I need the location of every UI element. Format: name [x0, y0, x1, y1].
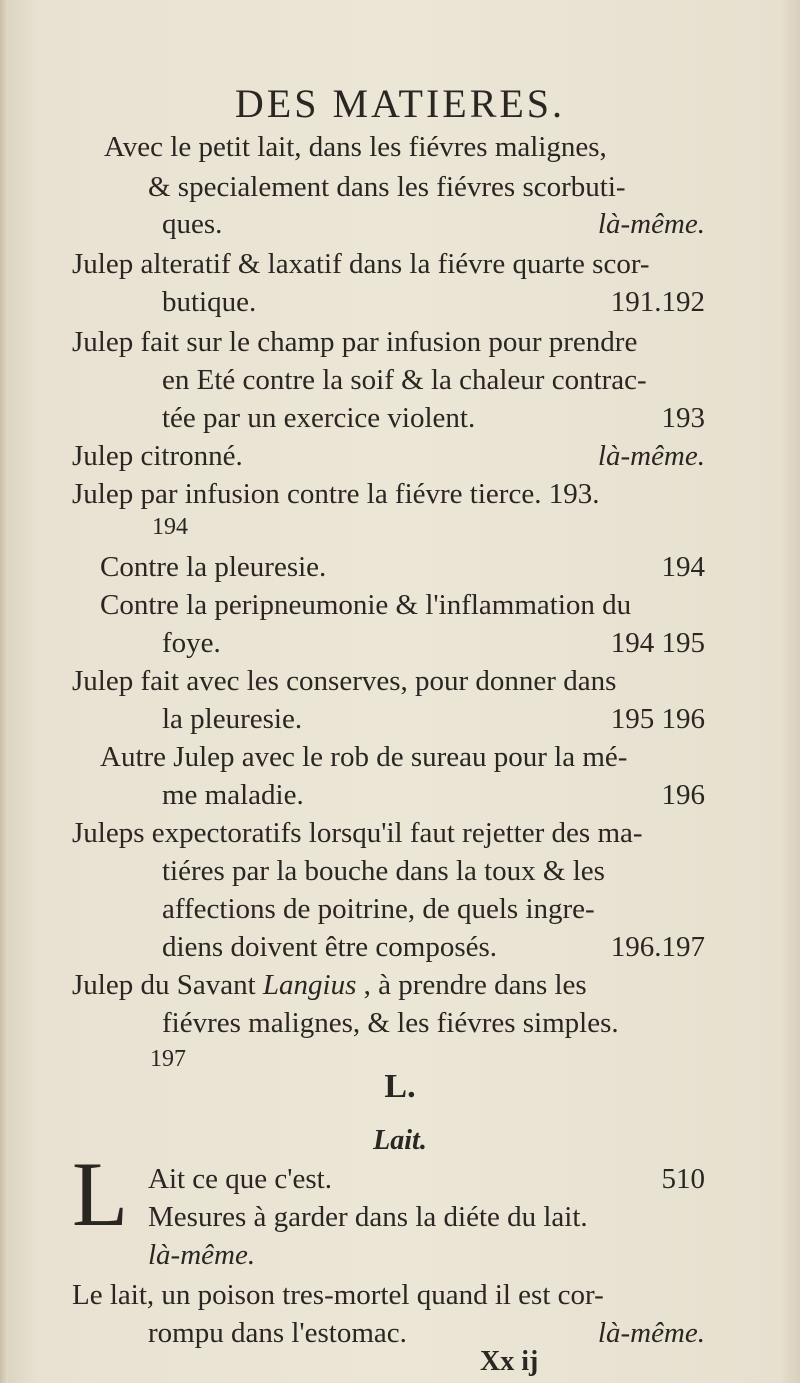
entry-line: Juleps expectoratifs lorsqu'il faut rejetter des ma- [72, 817, 643, 849]
entry-line: ques. [162, 208, 223, 240]
entry-line: Contre la pleuresie. [100, 551, 327, 583]
entry-line: diens doivent être composés. [162, 931, 498, 963]
entry-line: Julep citronné. [72, 440, 243, 472]
entry-line: fiévres malignes, & les fiévres simples. [162, 1007, 619, 1039]
entry-line: affections de poitrine, de quels ingre- [162, 893, 595, 925]
page-reference: là-même. [597, 208, 705, 240]
page-reference: là-même. [597, 1317, 705, 1349]
entry-line: Julep alteratif & laxatif dans la fiévre quarte scor- [72, 248, 650, 280]
entry-line: en Eté contre la soif & la chaleur contrac- [162, 364, 647, 396]
section-subtitle: Lait. [373, 1125, 427, 1156]
entry-line: Avec le petit lait, dans les fiévres malignes, [104, 131, 607, 163]
section-letter: L. [384, 1068, 416, 1105]
page-reference: 196.197 [610, 931, 705, 963]
entry-line: Julep par infusion contre la fiévre tierce. 193. [72, 478, 600, 510]
entry-line: 197 [150, 1046, 186, 1072]
signature-mark: Xx ij [480, 1346, 539, 1377]
page-reference: 195 196 [610, 703, 705, 735]
entry-line: Mesures à garder dans la diéte du lait. [148, 1201, 588, 1233]
running-header: DES MATIERES. [234, 81, 566, 126]
page-reference: 194 [661, 551, 705, 583]
entry-line: tée par un exercice violent. [162, 402, 476, 434]
entry-line: butique. [162, 286, 257, 318]
entry-line: foye. [162, 627, 221, 659]
page-reference: là-même. [597, 440, 705, 472]
entry-line: rompu dans l'estomac. [148, 1317, 407, 1349]
entry-line: Le lait, un poison tres-mortel quand il est cor- [72, 1279, 604, 1311]
entry-line: Julep fait sur le champ par infusion pour prendre [72, 326, 638, 358]
entry-line: & specialement dans les fiévres scorbuti- [148, 171, 626, 203]
entry-line: tiéres par la bouche dans la toux & les [162, 855, 605, 887]
page-reference: 510 [661, 1163, 705, 1195]
page-reference: 193 [661, 402, 705, 434]
page-reference: 194 195 [610, 627, 705, 659]
entry-text: Julep du Savant [72, 969, 263, 1001]
author-name: Langius [262, 969, 357, 1001]
entry-line: là-même. [148, 1239, 256, 1271]
entry-text: , à prendre dans les [356, 969, 587, 1001]
drop-cap: L [72, 1143, 129, 1245]
entry-line: 194 [152, 514, 188, 540]
entry-line: Ait ce que c'est. [148, 1163, 332, 1195]
page-reference: 196 [661, 779, 705, 811]
page-reference: 191.192 [610, 286, 705, 318]
entry-line [72, 966, 587, 1004]
entry-line: Autre Julep avec le rob de sureau pour la mé- [100, 741, 628, 773]
page-gutter [0, 0, 8, 1383]
entry-line: la pleuresie. [162, 703, 303, 735]
entry-line: me maladie. [162, 779, 304, 811]
entry-line: Julep fait avec les conserves, pour donner dans [72, 665, 617, 697]
entry-line: Contre la peripneumonie & l'inflammation du [100, 589, 632, 621]
